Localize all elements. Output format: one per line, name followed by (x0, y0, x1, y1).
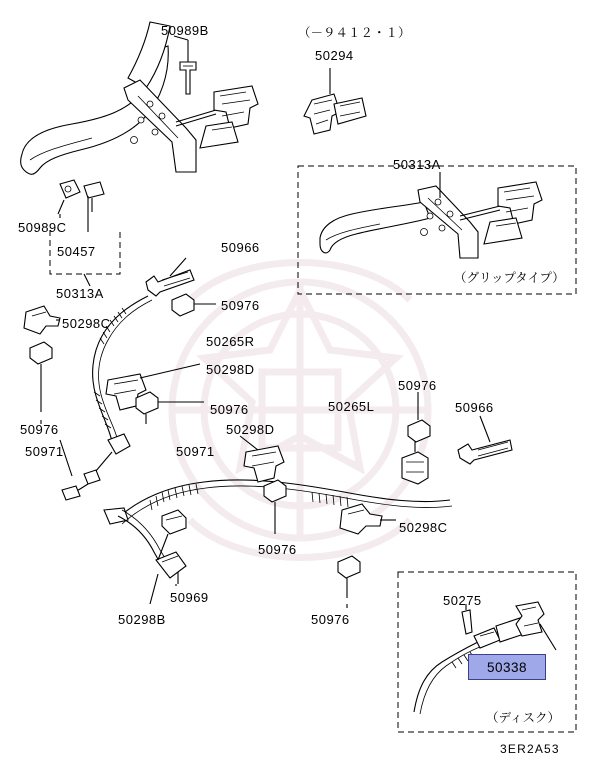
note-date-range: （－９４１２・１） (298, 26, 411, 40)
caption-disc-type: （ディスク） (486, 711, 561, 725)
label-50976-b: 50976 (398, 378, 437, 393)
label-50294: 50294 (315, 48, 354, 63)
label-50966-upper: 50966 (221, 240, 260, 255)
label-50298D-upper: 50298D (206, 362, 255, 377)
highlighted-part-50338[interactable] (468, 654, 546, 680)
highlighted-part-label: 50338 (486, 659, 528, 675)
label-50265R: 50265R (206, 334, 255, 349)
rear-cable-left (104, 392, 512, 608)
label-50976-c: 50976 (210, 402, 249, 417)
label-50966-right: 50966 (455, 400, 494, 415)
label-50275: 50275 (443, 593, 482, 608)
label-50298B: 50298B (118, 612, 166, 627)
label-50298C-left: 50298C (62, 316, 111, 331)
label-50976-e: 50976 (258, 542, 297, 557)
label-50976-a: 50976 (221, 298, 260, 313)
label-50313A-grip: 50313A (393, 157, 441, 172)
label-50457: 50457 (57, 244, 96, 259)
label-50298D-lower: 50298D (226, 422, 275, 437)
label-50265L: 50265L (328, 399, 375, 414)
label-50976-f: 50976 (311, 612, 350, 627)
label-50971-center: 50971 (176, 444, 215, 459)
part-50294 (304, 68, 366, 134)
label-50989C: 50989C (18, 220, 67, 235)
label-50313A: 50313A (56, 286, 104, 301)
label-50989B: 50989B (161, 23, 209, 38)
label-50971-left: 50971 (25, 444, 64, 459)
label-50298C-right: 50298C (399, 520, 448, 535)
label-50976-d: 50976 (20, 422, 59, 437)
caption-grip-type: （グリップタイプ） (454, 271, 565, 285)
drawing-code: 3ER2A53 (500, 742, 560, 756)
label-50969: 50969 (170, 590, 209, 605)
